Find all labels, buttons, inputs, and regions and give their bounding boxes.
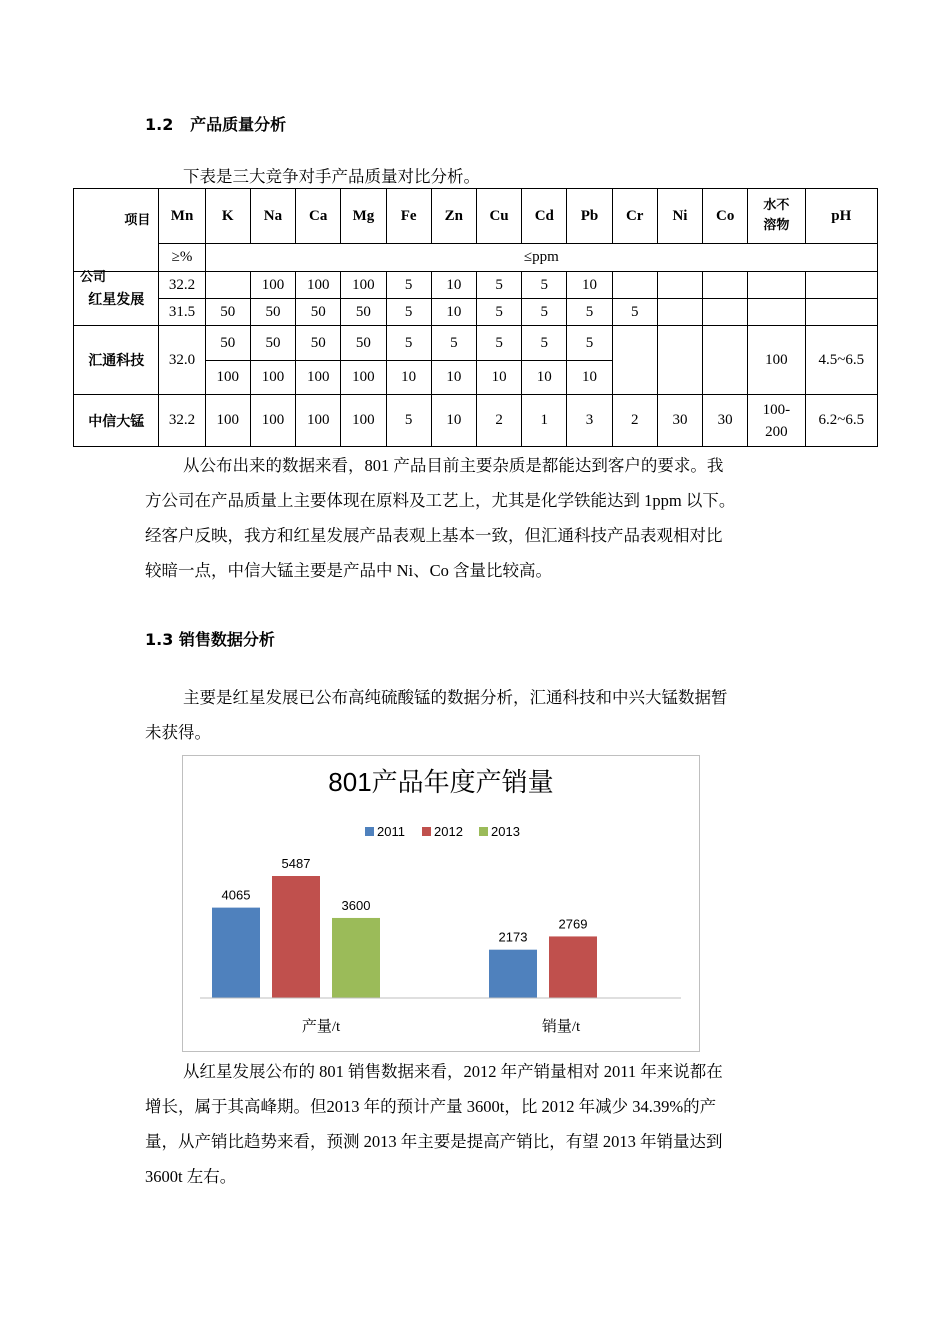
cell-line: 200 [765,423,788,440]
col-header: pH [805,189,877,244]
legend-swatch [422,827,431,836]
text-line: 增长，属于其高峰期。但2013 年的预计产量 3600t，比 2012 年减少 34.39%的产 [145,1097,717,1116]
cell: 4.5~6.5 [805,326,877,395]
cell [748,272,805,299]
cell: 100 [341,361,386,395]
cell: 50 [205,299,250,326]
text-line: 方公司在产品质量上主要体现在原料及工艺上，尤其是化学铁能达到 1ppm 以下。 [145,491,736,510]
cell: 100 [205,395,250,447]
cell: 50 [296,326,341,361]
table-intro: 下表是三大竞争对手产品质量对比分析。 [183,167,480,186]
cell: 5 [386,395,431,447]
col-header: Ni [657,189,702,244]
cell: 5 [476,299,521,326]
chart-bars [212,856,597,998]
cell: 5 [522,326,567,361]
cell: 10 [567,361,612,395]
cell: 10 [431,299,476,326]
chart-categories [302,1017,581,1035]
cell [612,326,657,395]
col-header: Mg [341,189,386,244]
cell: 30 [657,395,702,447]
cell [612,272,657,299]
section-title: 销售数据分析 [178,630,275,649]
cell: 10 [431,395,476,447]
cell: 10 [476,361,521,395]
data-label: 4065 [221,887,251,903]
col-header: Zn [431,189,476,244]
unit-mn: ≥% [159,244,205,272]
cell: 5 [386,326,431,361]
cell [657,299,702,326]
chart-legend [365,824,520,839]
cell: 5 [522,299,567,326]
data-label: 2769 [558,916,588,932]
bar-2011-1 [489,950,537,998]
cell: 32.0 [159,326,205,395]
col-header: K [205,189,250,244]
legend-label: 2012 [434,824,463,839]
section-heading-1-3 [145,627,275,650]
paragraph-sales-intro [145,680,807,750]
bar-2012-0 [272,876,320,998]
cell: 5 [567,326,612,361]
cell: 100 [341,395,386,447]
paragraph-quality-summary [145,448,807,588]
cell: 50 [296,299,341,326]
cell: 100 [205,361,250,395]
data-label: 2173 [498,929,528,945]
cell: 50 [205,326,250,361]
cell: 31.5 [159,299,205,326]
chart-title: 801产品年度产销量 [328,767,554,797]
quality-comparison-table [73,188,878,447]
sales-chart [182,755,700,1052]
cell: 100 [296,361,341,395]
cell [657,272,702,299]
cell: 5 [431,326,476,361]
legend-swatch [365,827,374,836]
cell [805,272,877,299]
table-row [74,326,878,361]
legend-label: 2011 [377,824,405,839]
table-row [74,272,878,299]
cell: 50 [341,299,386,326]
col-header: Co [703,189,748,244]
legend-label: 2013 [491,824,520,839]
unit-other: ≤ppm [205,244,877,272]
cell: 5 [612,299,657,326]
cell [703,272,748,299]
col-header: Fe [386,189,431,244]
table-row [74,395,878,447]
text-line: 量，从产销比趋势来看，预测 2013 年主要是提高产销比，有望 2013 年销量达到 [145,1132,723,1151]
cell [748,299,805,326]
cell: 100 [296,395,341,447]
cell [657,326,702,395]
cell: 30 [703,395,748,447]
cell-line: 100- [762,401,791,418]
cell: 100 [341,272,386,299]
text-line: 主要是红星发展已公布高纯硫酸锰的数据分析，汇通科技和中兴大锰数据暂 [183,688,728,707]
cell: 100 [250,361,295,395]
cell: 10 [567,272,612,299]
table-header-row [74,189,878,244]
cell: 100 [296,272,341,299]
cell: 10 [431,361,476,395]
cell: 32.2 [159,272,205,299]
cell: 10 [431,272,476,299]
paragraph-sales-analysis [145,1054,807,1194]
bar-2012-1 [549,936,597,998]
cell: 50 [341,326,386,361]
section-title: 产品质量分析 [190,115,287,134]
text-line: 3600t 左右。 [145,1167,237,1186]
col-header: Pb [567,189,612,244]
col-header-text: 水不溶物 [763,198,790,233]
cell: 5 [522,272,567,299]
cell [703,326,748,395]
cell [748,395,805,447]
cell: 32.2 [159,395,205,447]
company-name: 红星发展 [74,272,159,326]
cell: 6.2~6.5 [805,395,877,447]
company-name: 中信大锰 [74,395,159,447]
bar-2011-0 [212,908,260,998]
section-heading-1-2 [145,112,286,135]
cell [703,299,748,326]
cell: 5 [386,272,431,299]
col-header [748,189,805,244]
category-label: 销量/t [541,1019,581,1035]
corner-cell [74,189,159,285]
col-header: Na [250,189,295,244]
cell: 1 [522,395,567,447]
unit-row [74,244,878,272]
data-label: 5487 [281,856,311,871]
category-label: 产量/t [301,1019,341,1035]
text-line: 从公布出来的数据来看，801 产品目前主要杂质是都能达到客户的要求。我 [183,456,724,475]
cell [805,299,877,326]
cell: 100 [250,272,295,299]
cell: 10 [386,361,431,395]
col-header: Mn [159,189,205,244]
cell: 50 [250,299,295,326]
data-label: 3600 [341,897,371,913]
company-name: 汇通科技 [74,326,159,395]
chart-canvas [183,756,699,1051]
table-row [74,299,878,326]
text-line: 经客户反映，我方和红星发展产品表观上基本一致，但汇通科技产品表观相对比 [145,526,723,545]
col-header: Cd [522,189,567,244]
cell: 50 [250,326,295,361]
section-number: 1.3 [145,630,174,649]
col-header: Ca [296,189,341,244]
text-line: 从红星发展公布的 801 销售数据来看，2012 年产销量相对 2011 年来说都在 [183,1062,723,1081]
cell: 100 [250,395,295,447]
col-header: Cr [612,189,657,244]
corner-company-label: 公司 [80,270,107,285]
section-number: 1.2 [145,115,174,134]
cell: 100 [748,326,805,395]
cell [205,272,250,299]
cell: 10 [522,361,567,395]
text-line: 未获得。 [145,723,211,742]
cell: 5 [386,299,431,326]
cell: 2 [476,395,521,447]
legend-swatch [479,827,488,836]
bar-2013-0 [332,918,380,998]
cell: 5 [476,326,521,361]
text-line: 较暗一点，中信大锰主要是产品中 Ni、Co 含量比较高。 [145,561,553,580]
cell: 5 [567,299,612,326]
cell: 5 [476,272,521,299]
corner-item-label: 项目 [124,213,151,228]
cell: 2 [612,395,657,447]
cell: 3 [567,395,612,447]
col-header: Cu [476,189,521,244]
